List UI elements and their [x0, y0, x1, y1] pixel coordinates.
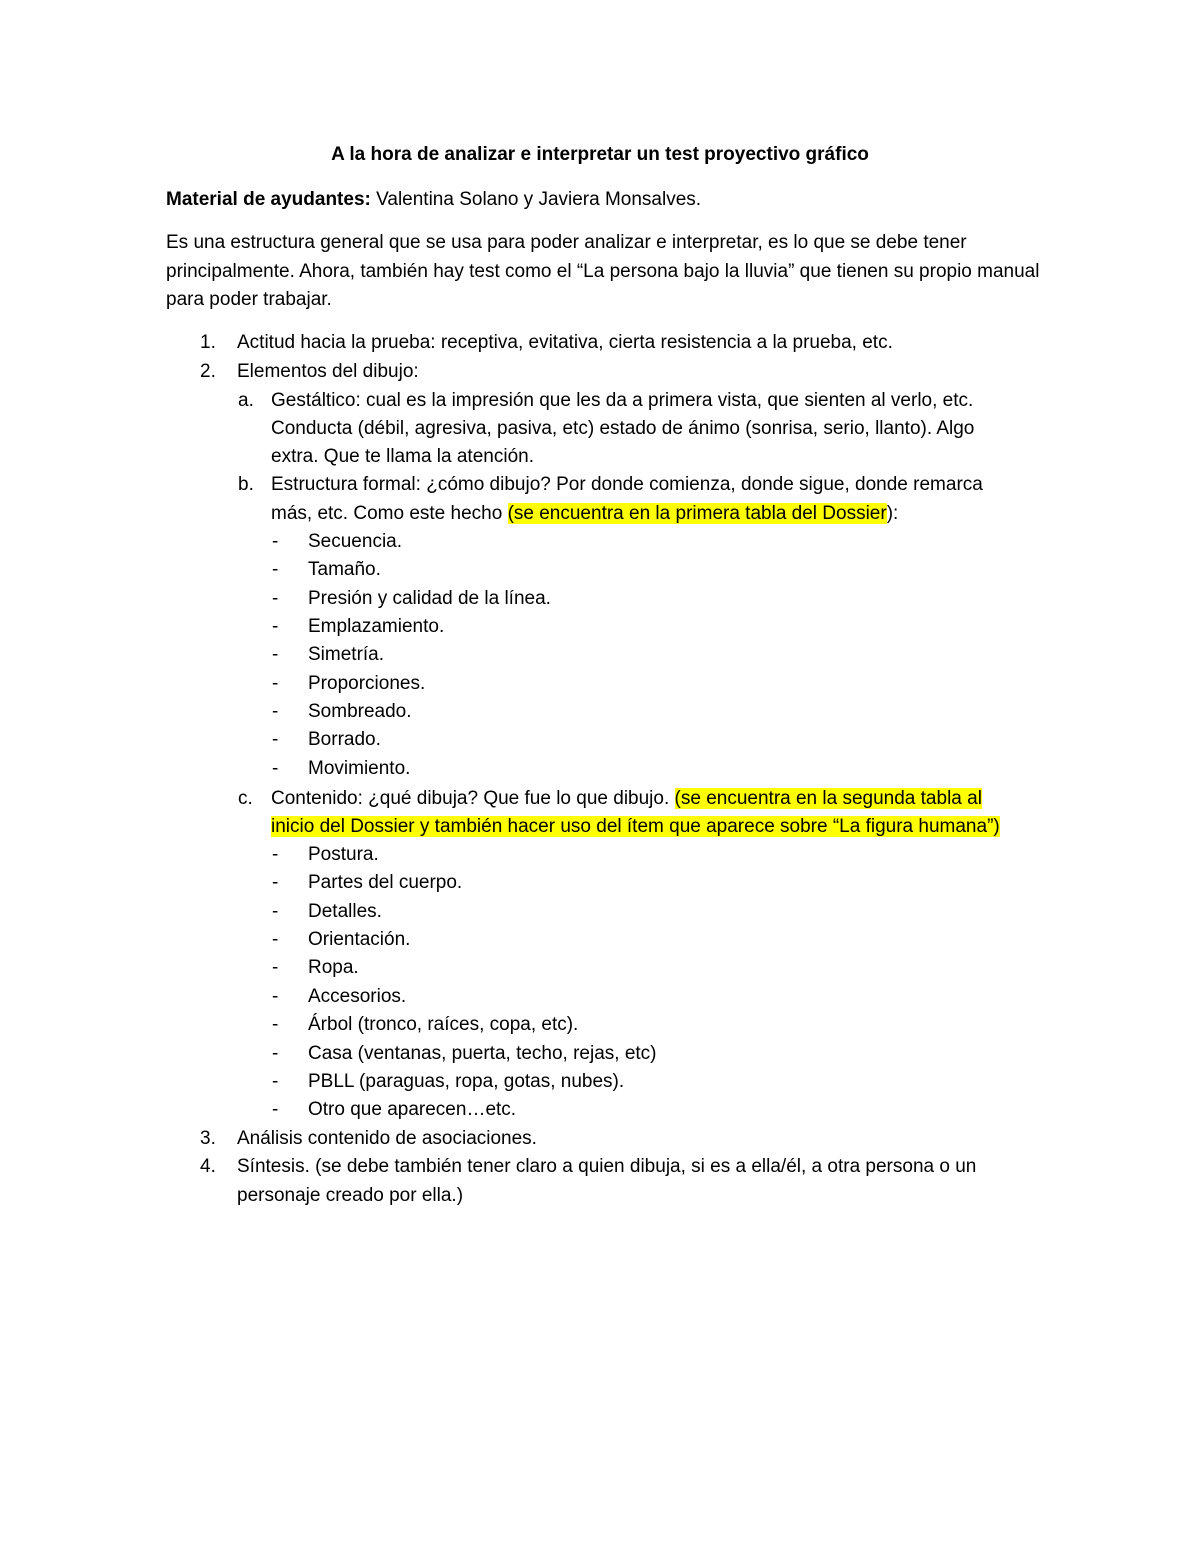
item-2-text: Elementos del dibujo:	[237, 361, 419, 382]
author-line	[166, 186, 1046, 215]
content-list-item: Accesorios.	[308, 986, 407, 1007]
subitem-c-letter: c.	[238, 788, 253, 809]
formal-list-item: Secuencia.	[308, 531, 403, 552]
author-label: Material de ayudantes:	[166, 189, 371, 210]
highlight-human-figure: inicio del Dossier y también hacer uso del ítem que aparece sobre “La figura humana”)	[271, 816, 1000, 837]
subitem-a-line-2: Conducta (débil, agresiva, pasiva, etc) estado de ánimo (sonrisa, serio, llanto). Algo	[271, 418, 975, 439]
dash-marker: -	[272, 758, 279, 779]
subitem-a-letter: a.	[238, 390, 254, 411]
item-4-number: 4.	[200, 1156, 216, 1177]
dash-marker: -	[272, 929, 279, 950]
dash-marker: -	[272, 701, 279, 722]
highlight-first-table: (se encuentra en la primera tabla del Dossier	[507, 503, 887, 524]
formal-list-item: Borrado.	[308, 729, 381, 750]
subitem-a-line-3: extra. Que te llama la atención.	[271, 446, 534, 467]
item-1-number: 1.	[200, 332, 216, 353]
subitem-c-line-2	[271, 813, 1000, 842]
item-3-number: 3.	[200, 1128, 216, 1149]
dash-marker: -	[272, 588, 279, 609]
dash-marker: -	[272, 986, 279, 1007]
dash-marker: -	[272, 644, 279, 665]
content-list-item: Casa (ventanas, puerta, techo, rejas, etc)	[308, 1043, 657, 1064]
subitem-b-line-2	[271, 500, 898, 529]
formal-list-item: Presión y calidad de la línea.	[308, 588, 551, 609]
subitem-c-line-1	[271, 785, 982, 814]
dash-marker: -	[272, 901, 279, 922]
content-list-item: Ropa.	[308, 957, 359, 978]
dash-marker: -	[272, 1043, 279, 1064]
formal-list-item: Tamaño.	[308, 559, 381, 580]
subitem-a-line-1: Gestáltico: cual es la impresión que les da a primera vista, que sienten al verlo, etc.	[271, 390, 974, 411]
dash-marker: -	[272, 531, 279, 552]
content-list-item: Árbol (tronco, raíces, copa, etc).	[308, 1014, 579, 1035]
formal-list-item: Sombreado.	[308, 701, 412, 722]
dash-marker: -	[272, 1071, 279, 1092]
dash-marker: -	[272, 673, 279, 694]
item-2-number: 2.	[200, 361, 216, 382]
dash-marker: -	[272, 616, 279, 637]
content-list-item: Orientación.	[308, 929, 411, 950]
document-title: A la hora de analizar e interpretar un test proyectivo gráfico	[331, 144, 869, 165]
subitem-b-line-2-text: más, etc. Como este hecho	[271, 503, 508, 524]
content-list-item: Partes del cuerpo.	[308, 872, 463, 893]
highlight-second-table: (se encuentra en la segunda tabla al	[674, 788, 982, 809]
formal-list-item: Simetría.	[308, 644, 385, 665]
author-names: Valentina Solano y Javiera Monsalves.	[370, 189, 702, 210]
dash-marker: -	[272, 957, 279, 978]
item-1-text: Actitud hacia la prueba: receptiva, evitativa, cierta resistencia a la prueba, etc.	[237, 332, 893, 353]
dash-marker: -	[272, 559, 279, 580]
dash-marker: -	[272, 1099, 279, 1120]
dash-marker: -	[272, 872, 279, 893]
item-3-text: Análisis contenido de asociaciones.	[237, 1128, 537, 1149]
formal-list-item: Proporciones.	[308, 673, 426, 694]
content-list-item: Detalles.	[308, 901, 382, 922]
subitem-b-letter: b.	[238, 474, 254, 495]
item-4-line-2: personaje creado por ella.)	[237, 1185, 464, 1206]
formal-list-item: Movimiento.	[308, 758, 411, 779]
dash-marker: -	[272, 844, 279, 865]
dash-marker: -	[272, 729, 279, 750]
subitem-b-line-1: Estructura formal: ¿cómo dibujo? Por donde comienza, donde sigue, donde remarca	[271, 474, 983, 495]
content-list-item: PBLL (paraguas, ropa, gotas, nubes).	[308, 1071, 625, 1092]
subitem-b-line-2-end: ):	[886, 503, 899, 524]
content-list-item: Postura.	[308, 844, 379, 865]
subitem-c-line-1-text: Contenido: ¿qué dibuja? Que fue lo que dibujo.	[271, 788, 675, 809]
dash-marker: -	[272, 1014, 279, 1035]
intro-paragraph: Es una estructura general que se usa para poder analizar e interpretar, es lo que se debe tener principalmente. Ahora, también hay test como el “La persona bajo la lluvia” que tienen su propio manual para poder trabajar.	[166, 232, 1040, 310]
formal-list-item: Emplazamiento.	[308, 616, 445, 637]
item-4-line-1: Síntesis. (se debe también tener claro a quien dibuja, si es a ella/él, a otra persona o un	[237, 1156, 977, 1177]
content-list-item: Otro que aparecen…etc.	[308, 1099, 517, 1120]
